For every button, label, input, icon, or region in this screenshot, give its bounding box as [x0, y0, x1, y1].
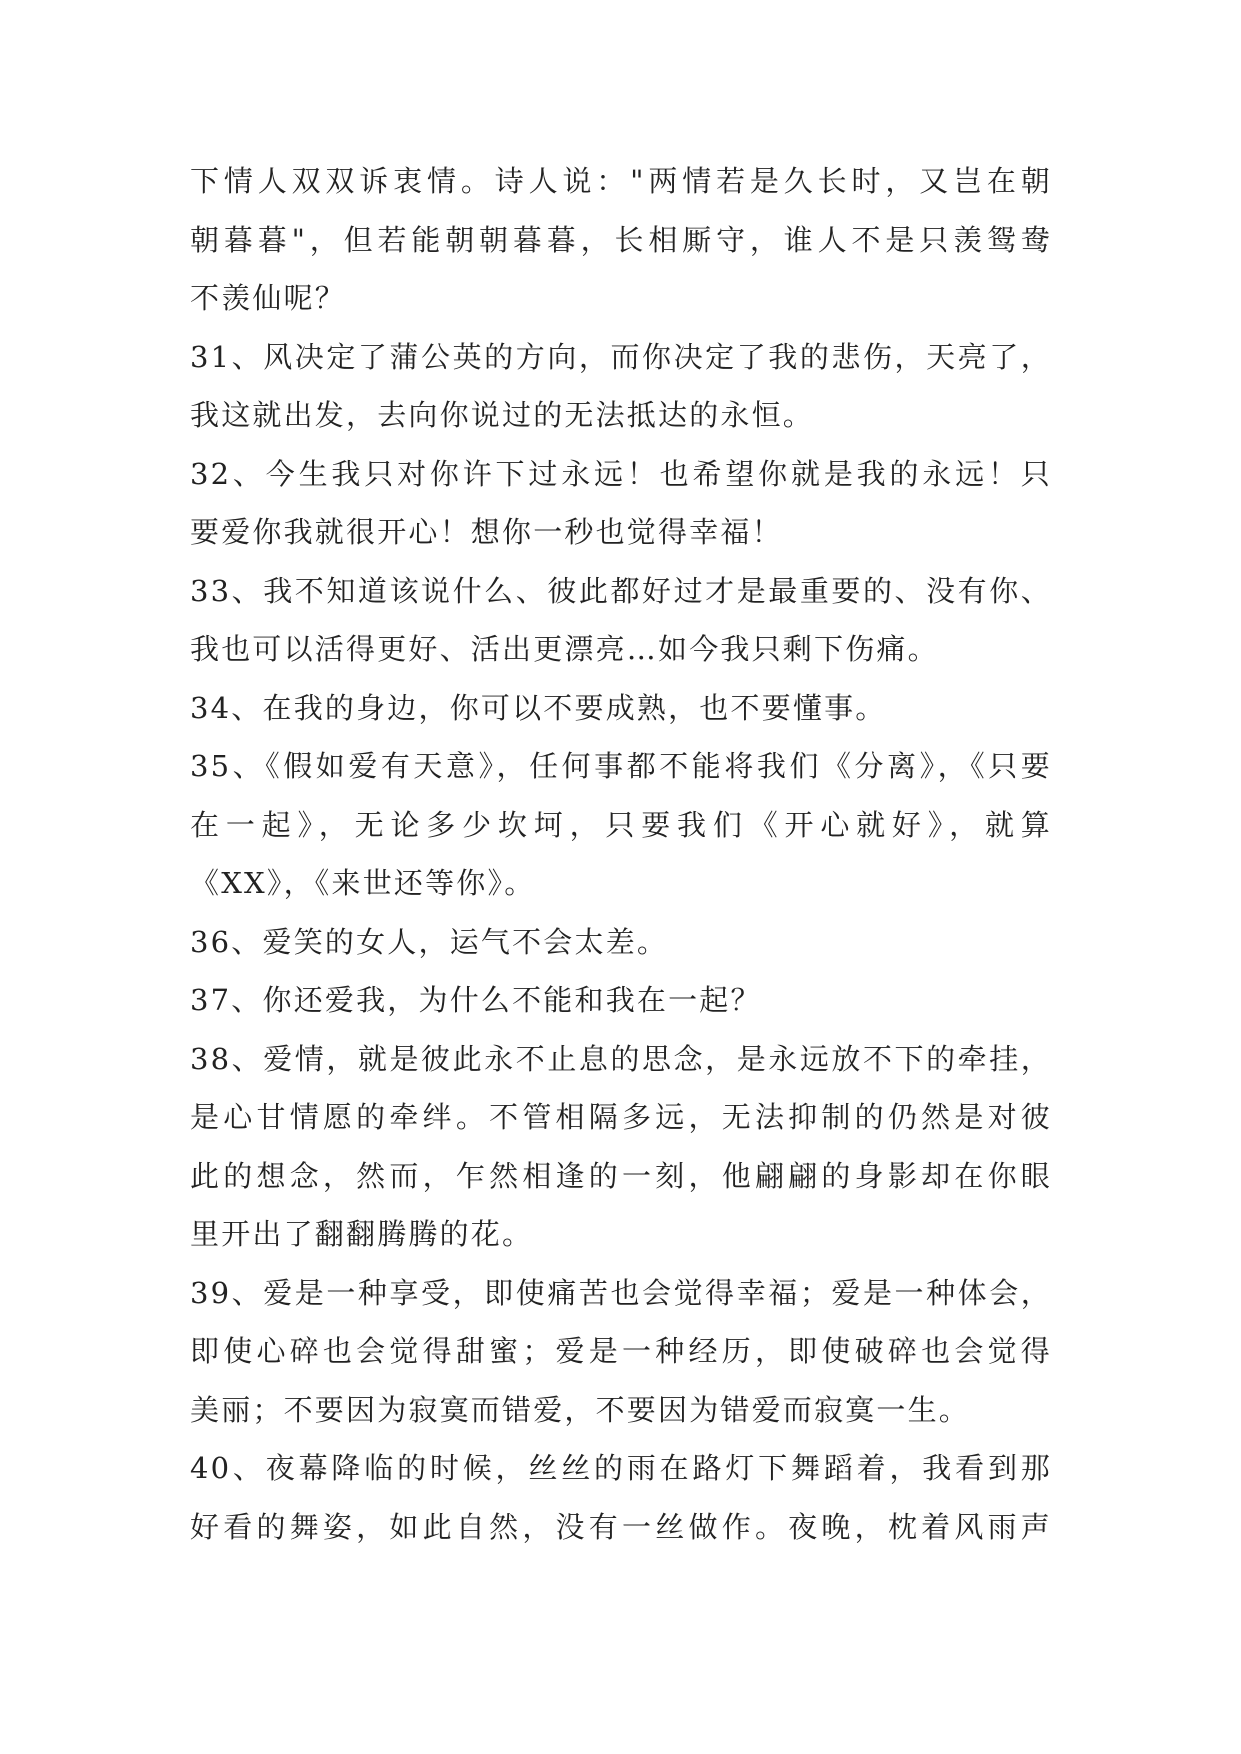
text-line: 在一起》，无论多少坎坷，只要我们《开心就好》，就算: [190, 807, 1052, 842]
text-line: 33、我不知道该说什么、彼此都好过才是最重要的、没有你、: [190, 573, 1052, 608]
text-line: 我这就出发，去向你说过的无法抵达的永恒。: [190, 398, 815, 432]
text-line: 38、爱情，就是彼此永不止息的思念，是永远放不下的牵挂，: [190, 1041, 1052, 1076]
text-line: 是心甘情愿的牵绊。不管相隔多远，无法抑制的仍然是对彼: [190, 1100, 1052, 1134]
text-line: 即使心碎也会觉得甜蜜；爱是一种经历，即使破碎也会觉得: [190, 1334, 1052, 1368]
text-line: 好看的舞姿，如此自然，没有一丝做作。夜晚，枕着风雨声: [190, 1509, 1052, 1544]
text-line: 《XX》，《来世还等你》。: [190, 866, 536, 900]
text-line: 此的想念，然而，乍然相逢的一刻，他翩翩的身影却在你眼: [190, 1158, 1052, 1193]
text-line: 我也可以活得更好、活出更漂亮…如今我只剩下伤痛。: [190, 632, 939, 666]
text-line: 里开出了翻翻腾腾的花。: [190, 1217, 534, 1251]
text-line: 34、在我的身边，你可以不要成熟，也不要懂事。: [190, 690, 887, 725]
text-line: 32、今生我只对你许下过永远！也希望你就是我的永远！只: [190, 456, 1052, 491]
text-line: 37、你还爱我，为什么不能和我在一起？: [190, 983, 762, 1017]
text-line: 不羡仙呢？: [190, 281, 347, 315]
text-line: 朝暮暮"，但若能朝朝暮暮，长相厮守，谁人不是只羡鸳鸯: [190, 222, 1052, 257]
text-line: 40、夜幕降临的时候，丝丝的雨在路灯下舞蹈着，我看到那: [190, 1451, 1052, 1485]
text-line: 36、爱笑的女人，运气不会太差。: [190, 924, 669, 959]
text-line: 35、《假如爱有天意》，任何事都不能将我们《分离》，《只要: [190, 749, 1052, 783]
body-text: [190, 152, 1052, 1556]
text-line: 要爱你我就很开心！想你一秒也觉得幸福！: [190, 515, 783, 549]
text-line: 31、风决定了蒲公英的方向，而你决定了我的悲伤，天亮了，: [190, 339, 1052, 374]
text-line: 美丽；不要因为寂寞而错爱，不要因为错爱而寂寞一生。: [190, 1392, 971, 1427]
text-line: 下情人双双诉衷情。诗人说："两情若是久长时，又岂在朝: [190, 164, 1052, 198]
text-line: 39、爱是一种享受，即使痛苦也会觉得幸福；爱是一种体会，: [190, 1275, 1052, 1310]
